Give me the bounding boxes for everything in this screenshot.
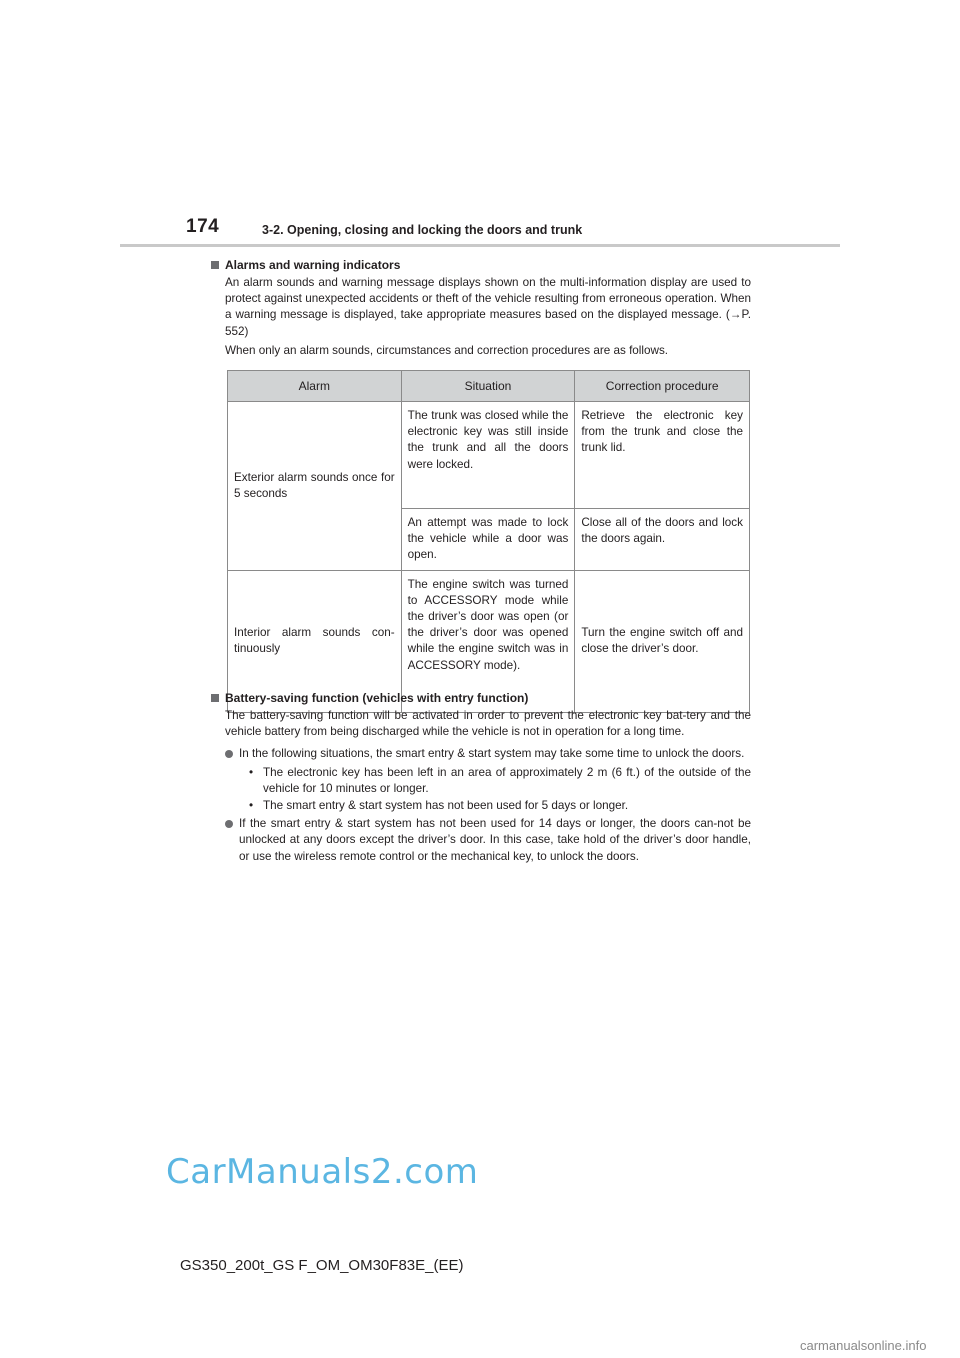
sub-bullet-mark: • xyxy=(249,799,254,813)
section-title: 3-2. Opening, closing and locking the doors and trunk xyxy=(262,223,583,237)
alarms-heading xyxy=(211,257,751,273)
table-header-situation: Situation xyxy=(401,371,575,402)
square-bullet-icon xyxy=(211,694,219,702)
battery-heading-text: Battery-saving function (vehicles with entry function) xyxy=(225,691,529,705)
circle-bullet-icon xyxy=(225,750,233,758)
sub-item-text: The electronic key has been left in an area of approximately 2 m (6 ft.) of the outside of the vehicle for 10 minutes or longer. xyxy=(263,765,751,795)
footer-site: carmanualsonline.info xyxy=(800,1338,927,1353)
battery-paragraph: The battery-saving function will be activated in order to prevent the electronic key bat-tery and the vehicle battery from being discharged while the vehicle is not in operation for a long time. xyxy=(225,709,751,739)
watermark-logo: CarManuals2.com xyxy=(166,1152,479,1192)
alarms-section xyxy=(211,257,751,359)
bullet-1-text: In the following situations, the smart entry & start system may take some time to unlock the doors. xyxy=(239,747,745,761)
sub-list xyxy=(249,765,751,815)
circle-bullet-icon xyxy=(225,820,233,828)
battery-heading xyxy=(211,690,751,706)
table-row xyxy=(228,402,750,509)
table-header-correction: Correction procedure xyxy=(575,371,750,402)
bullet-2-text: If the smart entry & start system has not been used for 14 days or longer, the doors can-not be unlocked at any doors except the driver’s door. In this case, take hold of the driver’s door handle, or use the wireless remote control or the mechanical key, to unlock the doors. xyxy=(239,817,751,863)
alarms-intro: When only an alarm sounds, circumstances and correction procedures are as follows. xyxy=(225,343,669,357)
alarms-heading-text: Alarms and warning indicators xyxy=(225,258,401,272)
situation-cell: An attempt was made to lock the vehicle while a door was open. xyxy=(401,509,575,571)
sub-item-text: The smart entry & start system has not been used for 5 days or longer. xyxy=(263,799,629,813)
correction-cell: Turn the engine switch off and close the driver’s door. xyxy=(575,570,750,712)
battery-bullet-1 xyxy=(225,746,751,814)
list-item xyxy=(249,765,751,797)
alarm-cell: Interior alarm sounds con-tinuously xyxy=(228,570,402,712)
situation-cell: The trunk was closed while the electronic key was still inside the trunk and all the doors were locked. xyxy=(401,402,575,509)
alarm-cell: Exterior alarm sounds once for 5 seconds xyxy=(228,402,402,571)
table-header-alarm: Alarm xyxy=(228,371,402,402)
header-rule xyxy=(120,244,840,247)
battery-section xyxy=(211,690,751,865)
battery-bullet-2 xyxy=(225,816,751,865)
correction-cell: Retrieve the electronic key from the trunk and close the trunk lid. xyxy=(575,402,750,509)
alarms-paragraph: An alarm sounds and warning message displays shown on the multi-information display are used to protect against unexpected accidents or theft of the vehicle resulting from erroneous operation. When a warning message is displayed, take appropriate measures based on the displayed message. (→P. 552) xyxy=(225,276,751,338)
square-bullet-icon xyxy=(211,261,219,269)
correction-cell: Close all of the doors and lock the doors again. xyxy=(575,509,750,571)
situation-cell: The engine switch was turned to ACCESSORY mode while the driver’s door was open (or the driver’s door was opened while the engine switch was in ACCESSORY mode). xyxy=(401,570,575,712)
alarm-table xyxy=(227,370,750,713)
table-header-row xyxy=(228,371,750,402)
page-number: 174 xyxy=(186,216,220,237)
sub-bullet-mark: • xyxy=(249,765,254,779)
list-item xyxy=(249,798,751,814)
footer-document-code: GS350_200t_GS F_OM_OM30F83E_(EE) xyxy=(180,1257,464,1274)
